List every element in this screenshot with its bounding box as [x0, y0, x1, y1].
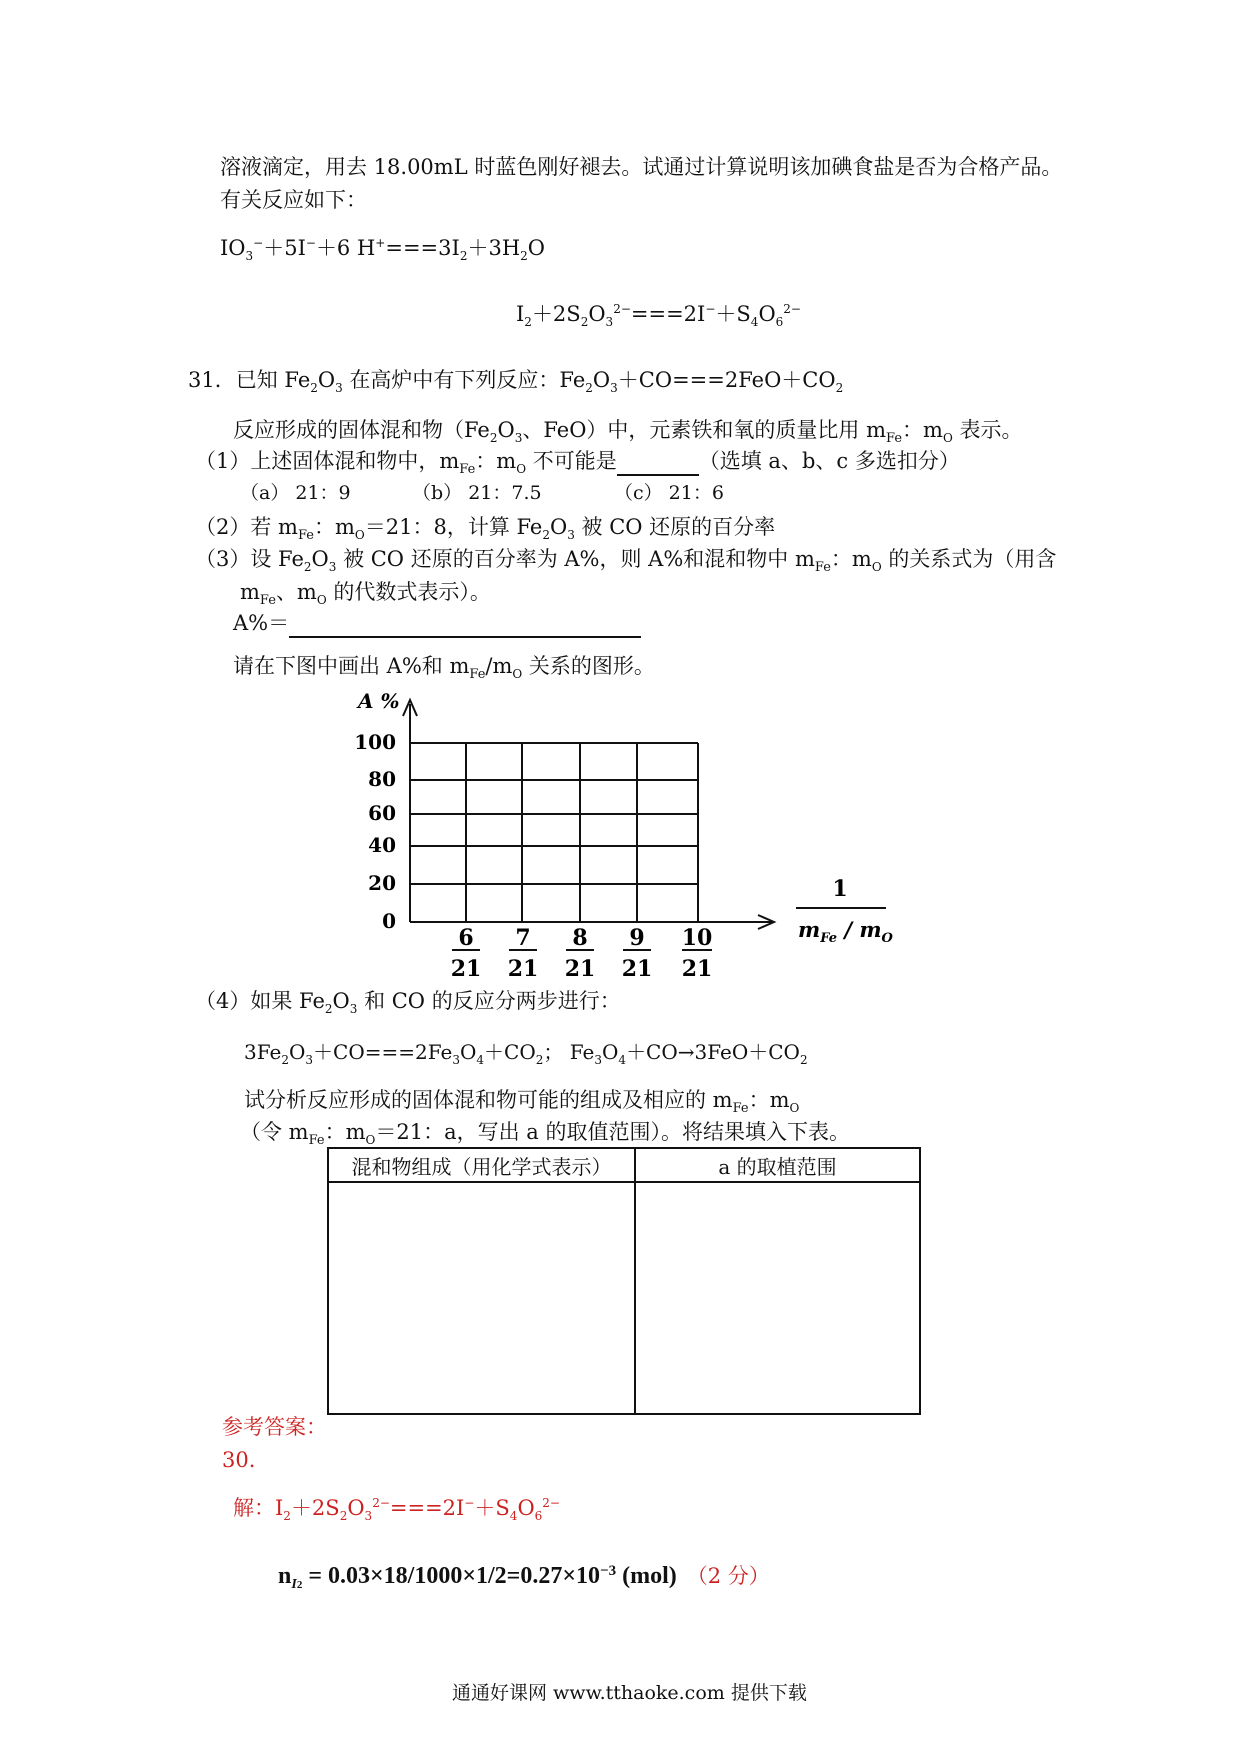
- answer-graph[interactable]: [340, 686, 900, 986]
- y-tick-100: 100: [354, 730, 396, 754]
- x-tick-10-den: 21: [681, 956, 713, 982]
- y-tick-60: 60: [368, 801, 396, 825]
- table-header-composition: 混和物组成（用化学式表示）: [328, 1148, 635, 1182]
- y-tick-0: 0: [382, 909, 396, 933]
- option-a: （a） 21：9: [240, 482, 351, 504]
- x-tick-8-den: 21: [564, 956, 596, 982]
- x-tick-8-num: 8: [572, 925, 588, 951]
- part-3: （3）设 $Fe_2O_3$ 被 CO 还原的百分率为 A%，则 A%和混和物中 $m_{Fe}$：$m_O$ 的关系式为（用含: [195, 547, 1057, 576]
- x-axis-label-num: 1: [832, 876, 848, 902]
- x-tick-9-den: 21: [621, 956, 653, 982]
- option-c: （c） 21：6: [614, 482, 724, 504]
- question-31-description: 反应形成的固体混和物（$Fe_2O_3$、FeO）中，元素铁和氧的质量比用 $m_{Fe}$：$m_O$ 表示。: [233, 418, 1023, 447]
- part-2: （2）若 $m_{Fe}$：$m_O=21$：8，计算 $Fe_2O_3$ 被 CO 还原的百分率: [195, 515, 776, 544]
- part-3-draw-instruction: 请在下图中画出 A%和 $m_{Fe}/m_O$ 关系的图形。: [233, 654, 655, 683]
- equation-thiosulfate: $I_2+2S_2O_3^{2-}===2I^-+S_4O_6^{2-}$: [516, 302, 801, 330]
- part-3-formula-line: A%＝: [233, 611, 641, 638]
- page-footer: 通通好课网 www.tthaoke.com 提供下载: [452, 1682, 807, 1704]
- y-axis-label: A %: [358, 689, 400, 713]
- answer-table: [327, 1147, 921, 1415]
- y-tick-20: 20: [368, 871, 396, 895]
- intro-line-2: 有关反应如下：: [220, 188, 367, 212]
- part-4-equations: $3Fe_2O_3+CO===2Fe_3O_4+CO_2$； $Fe_3O_4+CO\to 3FeO+CO_2$: [244, 1040, 808, 1067]
- answer-number: 30.: [222, 1448, 256, 1472]
- intro-line-1: 溶液滴定，用去 18.00mL 时蓝色刚好褪去。试通过计算说明该加碘食盐是否为合格产品。: [220, 155, 1063, 179]
- part-1: （1）上述固体混和物中，$m_{Fe}$：$m_O$ 不可能是 （选填 a、b、c 多选扣分）: [195, 449, 960, 478]
- x-tick-6-den: 21: [450, 956, 482, 982]
- y-tick-40: 40: [368, 833, 396, 857]
- answer-blank-formula[interactable]: [289, 611, 641, 638]
- x-axis-label-den: $m_{Fe} / m_O$: [798, 917, 893, 946]
- table-header-range: a 的取植范围: [635, 1148, 920, 1182]
- part-3-line-2: $m_{Fe}$、$m_O$ 的代数式表示）。: [240, 580, 491, 609]
- y-tick-80: 80: [368, 767, 396, 791]
- x-tick-7-den: 21: [507, 956, 539, 982]
- part-4-instruction: 试分析反应形成的固体混和物可能的组成及相应的 $m_{Fe}$：$m_O$: [244, 1088, 800, 1117]
- solution-calculation: $n_{I2} = 0.03\times 18/1000\times 1/2=0.27\times 10^{-3}$ (mol) （2 分）: [278, 1563, 770, 1593]
- x-tick-6-num: 6: [458, 925, 474, 951]
- x-tick-7-num: 7: [515, 925, 531, 951]
- option-b: （b） 21：7.5: [412, 482, 542, 504]
- answer-blank-1[interactable]: [617, 449, 699, 476]
- question-31: 31．已知 $Fe_2O_3$ 在高炉中有下列反应：$Fe_2O_3+CO===2FeO+CO_2$: [188, 368, 844, 396]
- table-cell-composition[interactable]: [328, 1182, 635, 1414]
- table-cell-range[interactable]: [635, 1182, 920, 1414]
- part-4: （4）如果 $Fe_2O_3$ 和 CO 的反应分两步进行：: [195, 989, 621, 1017]
- equation-iodate: $IO_3^-+5I^-+6$ $H^+===3I_2+3H_2O$: [220, 236, 545, 264]
- answer-heading: 参考答案：: [222, 1415, 327, 1439]
- part-4-instruction-2: （令 $m_{Fe}$：$m_O=21$：a，写出 a 的取值范围）。将结果填入下表。: [240, 1120, 850, 1149]
- solution-equation: 解：$I_2+2S_2O_3^{2-}===2I^-+S_4O_6^{2-}$: [233, 1496, 560, 1524]
- x-tick-10-num: 10: [681, 925, 713, 951]
- x-tick-9-num: 9: [629, 925, 645, 951]
